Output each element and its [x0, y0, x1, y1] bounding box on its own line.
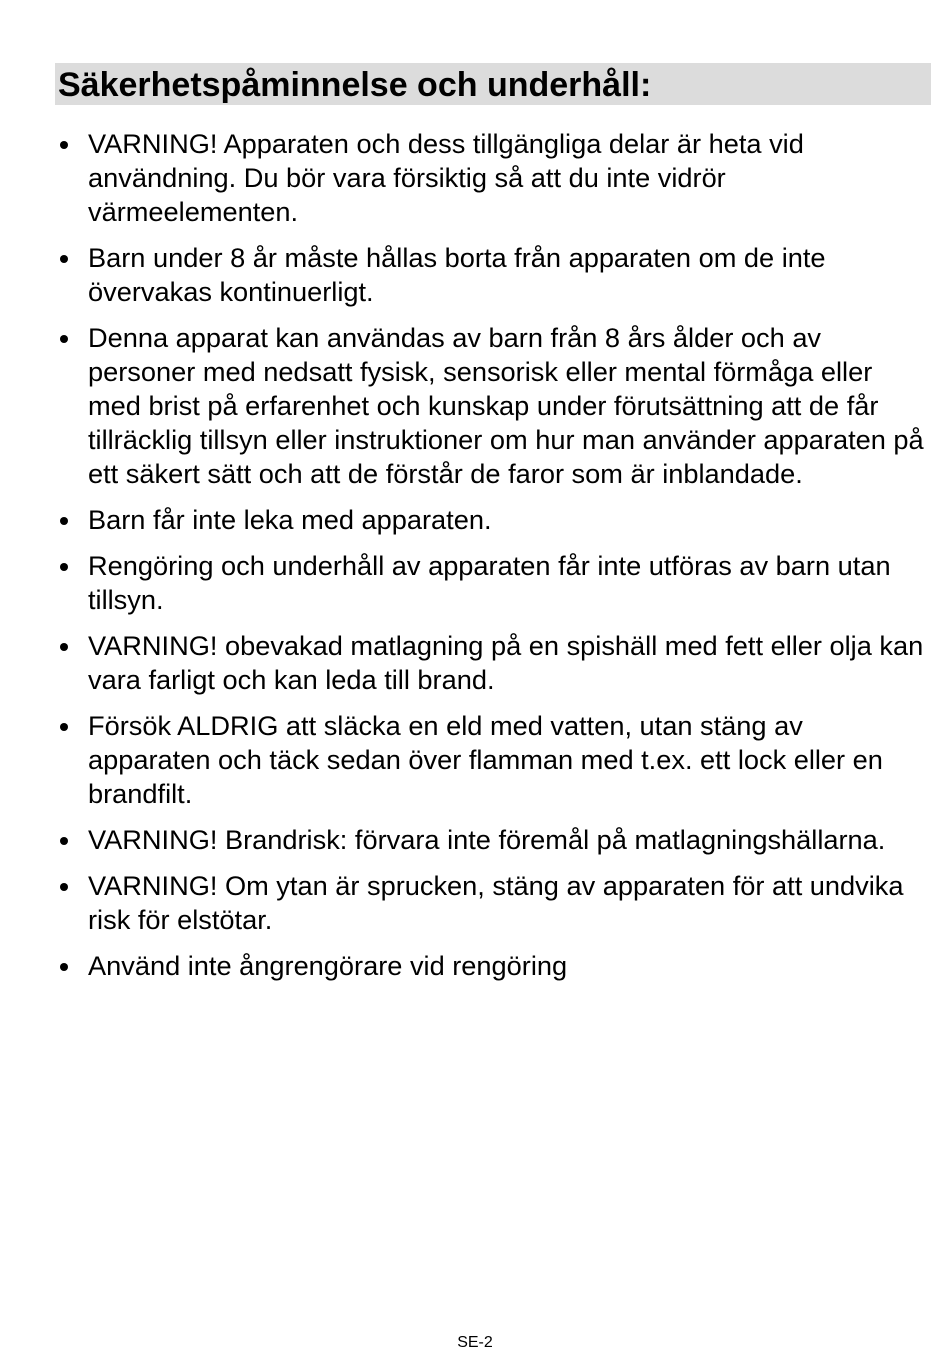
list-item: [55, 709, 925, 811]
list-item: [55, 127, 925, 229]
list-item: [55, 823, 925, 857]
list-item-text: Försök ALDRIG att släcka en eld med vatten, utan stäng av apparaten och täck sedan över flamman med t.ex. ett lock eller en brandfilt.: [88, 710, 883, 809]
section-heading: Säkerhetspåminnelse och underhåll:: [58, 66, 652, 104]
bullet-icon: [60, 335, 68, 343]
list-item-text: Denna apparat kan användas av barn från 8 års ålder och av personer med nedsatt fysisk, sensorisk eller mental förmåga eller med brist på erfarenhet och kunskap under förutsättning att de får tillräcklig tillsyn eller instruktioner om hur man använder apparaten på ett säkert sätt och att de förstår de faror som är inblandade.: [88, 322, 924, 489]
page-number: SE-2: [457, 1334, 493, 1351]
list-item: [55, 321, 925, 491]
list-item: [55, 503, 925, 537]
list-item-text: Barn under 8 år måste hållas borta från apparaten om de inte övervakas kontinuerligt.: [88, 242, 826, 307]
list-item-text: VARNING! obevakad matlagning på en spishäll med fett eller olja kan vara farligt och kan leda till brand.: [88, 630, 924, 695]
bullet-icon: [60, 517, 68, 525]
bullet-icon: [60, 141, 68, 149]
bullet-icon: [60, 963, 68, 971]
list-item-text: VARNING! Brandrisk: förvara inte föremål på matlagningshällarna.: [88, 824, 886, 855]
list-item: [55, 629, 925, 697]
list-item: [55, 869, 925, 937]
safety-bullet-list: [55, 127, 925, 995]
list-item: [55, 241, 925, 309]
bullet-icon: [60, 883, 68, 891]
list-item-text: Rengöring och underhåll av apparaten får inte utföras av barn utan tillsyn.: [88, 550, 891, 615]
list-item-text: VARNING! Apparaten och dess tillgängliga delar är heta vid användning. Du bör vara försiktig så att du inte vidrör värmeelementen.: [88, 128, 804, 227]
section-heading-bar: [55, 63, 931, 105]
bullet-icon: [60, 563, 68, 571]
list-item: [55, 949, 925, 983]
bullet-icon: [60, 643, 68, 651]
bullet-icon: [60, 723, 68, 731]
bullet-icon: [60, 837, 68, 845]
list-item: [55, 549, 925, 617]
list-item-text: VARNING! Om ytan är sprucken, stäng av apparaten för att undvika risk för elstötar.: [88, 870, 904, 935]
list-item-text: Barn får inte leka med apparaten.: [88, 504, 492, 535]
list-item-text: Använd inte ångrengörare vid rengöring: [88, 950, 568, 981]
bullet-icon: [60, 255, 68, 263]
